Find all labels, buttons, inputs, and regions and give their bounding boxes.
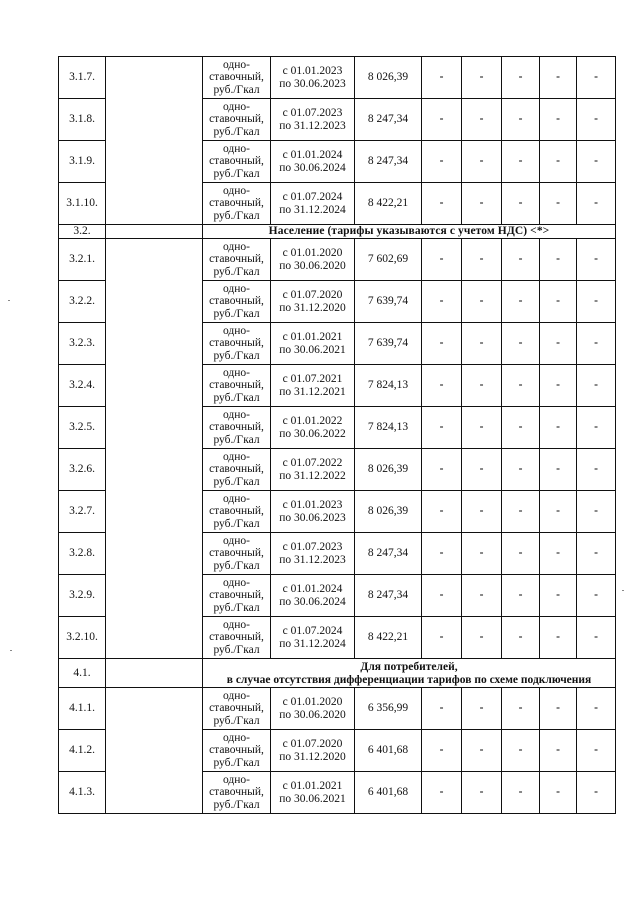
unit-line: одно- bbox=[222, 450, 250, 463]
empty-value-cell: - bbox=[502, 491, 540, 533]
section-number: 4.1. bbox=[59, 659, 106, 688]
empty-value-cell: - bbox=[422, 575, 462, 617]
tariff-unit bbox=[203, 575, 271, 617]
period-from: с 01.01.2021 bbox=[282, 780, 343, 792]
tariff-period bbox=[271, 281, 355, 323]
empty-value-cell: - bbox=[540, 183, 577, 225]
period-from: с 01.01.2021 bbox=[282, 331, 343, 343]
scan-speck bbox=[622, 590, 624, 591]
table-row bbox=[59, 688, 616, 730]
unit-line: одно- bbox=[222, 492, 250, 505]
row-number: 4.1.3. bbox=[59, 772, 106, 814]
row-number: 3.2.3. bbox=[59, 323, 106, 365]
tariff-period bbox=[271, 772, 355, 814]
empty-value-cell: - bbox=[462, 99, 502, 141]
tariff-unit bbox=[203, 533, 271, 575]
empty-value-cell: - bbox=[540, 281, 577, 323]
unit-line: ставочный, bbox=[209, 744, 264, 757]
tariff-unit bbox=[203, 772, 271, 814]
empty-value-cell: - bbox=[462, 141, 502, 183]
empty-value-cell: - bbox=[577, 407, 616, 449]
unit-line: ставочный, bbox=[209, 113, 264, 126]
row-number: 3.2.7. bbox=[59, 491, 106, 533]
unit-line: руб./Гкал bbox=[213, 349, 260, 362]
tariff-unit bbox=[203, 688, 271, 730]
empty-value-cell: - bbox=[462, 365, 502, 407]
tariff-unit bbox=[203, 730, 271, 772]
unit-line: ставочный, bbox=[209, 786, 264, 799]
table-row bbox=[59, 239, 616, 281]
tariff-price: 8 026,39 bbox=[355, 57, 422, 99]
empty-value-cell: - bbox=[462, 617, 502, 659]
empty-value-cell: - bbox=[422, 239, 462, 281]
unit-line: руб./Гкал bbox=[213, 756, 260, 769]
period-from: с 01.01.2020 bbox=[282, 696, 343, 708]
period-to: по 31.12.2021 bbox=[279, 385, 346, 398]
unit-line: ставочный, bbox=[209, 155, 264, 168]
unit-line: одно- bbox=[222, 58, 250, 71]
empty-value-cell: - bbox=[422, 281, 462, 323]
empty-value-cell: - bbox=[422, 57, 462, 99]
tariff-price: 8 247,34 bbox=[355, 575, 422, 617]
period-from: с 01.07.2022 bbox=[282, 457, 343, 469]
unit-line: одно- bbox=[222, 408, 250, 421]
tariff-unit bbox=[203, 281, 271, 323]
tariff-price: 7 824,13 bbox=[355, 365, 422, 407]
table-row bbox=[59, 57, 616, 99]
empty-value-cell: - bbox=[502, 575, 540, 617]
period-to: по 30.06.2020 bbox=[279, 708, 346, 721]
empty-value-cell: - bbox=[540, 407, 577, 449]
period-to: по 31.12.2023 bbox=[279, 553, 346, 566]
row-number: 4.1.1. bbox=[59, 688, 106, 730]
section-row bbox=[59, 225, 616, 239]
empty-value-cell: - bbox=[462, 57, 502, 99]
period-to: по 31.12.2022 bbox=[279, 469, 346, 482]
empty-value-cell: - bbox=[577, 688, 616, 730]
row-number: 3.2.5. bbox=[59, 407, 106, 449]
empty-value-cell: - bbox=[422, 533, 462, 575]
empty-value-cell: - bbox=[502, 772, 540, 814]
period-from: с 01.01.2024 bbox=[282, 583, 343, 595]
unit-line: ставочный, bbox=[209, 547, 264, 560]
empty-value-cell: - bbox=[422, 730, 462, 772]
unit-line: ставочный, bbox=[209, 337, 264, 350]
empty-value-cell: - bbox=[577, 575, 616, 617]
row-number: 3.2.9. bbox=[59, 575, 106, 617]
tariff-price: 7 639,74 bbox=[355, 281, 422, 323]
scan-speck bbox=[8, 300, 10, 301]
tariff-unit bbox=[203, 407, 271, 449]
group-cell bbox=[106, 57, 203, 225]
empty-value-cell: - bbox=[540, 575, 577, 617]
period-from: с 01.07.2020 bbox=[282, 738, 343, 750]
period-from: с 01.07.2021 bbox=[282, 373, 343, 385]
tariff-period bbox=[271, 688, 355, 730]
scan-speck bbox=[10, 650, 12, 651]
empty-value-cell: - bbox=[540, 141, 577, 183]
unit-line: одно- bbox=[222, 731, 250, 744]
period-from: с 01.07.2024 bbox=[282, 191, 343, 203]
unit-line: руб./Гкал bbox=[213, 714, 260, 727]
empty-value-cell: - bbox=[502, 141, 540, 183]
unit-line: руб./Гкал bbox=[213, 559, 260, 572]
tariff-period bbox=[271, 407, 355, 449]
group-cell bbox=[106, 239, 203, 659]
section-title-line: Население (тарифы указываются с учетом НДС) <*> bbox=[268, 225, 550, 238]
unit-line: одно- bbox=[222, 184, 250, 197]
tariff-price: 7 602,69 bbox=[355, 239, 422, 281]
unit-line: одно- bbox=[222, 366, 250, 379]
period-to: по 31.12.2023 bbox=[279, 119, 346, 132]
section-title-line: в случае отсутствия дифференциации тарифов по схеме подключения bbox=[226, 674, 592, 686]
empty-value-cell: - bbox=[577, 533, 616, 575]
unit-line: руб./Гкал bbox=[213, 517, 260, 530]
empty-value-cell: - bbox=[462, 575, 502, 617]
tariff-unit bbox=[203, 365, 271, 407]
tariff-price: 8 247,34 bbox=[355, 533, 422, 575]
tariff-price: 6 401,68 bbox=[355, 772, 422, 814]
period-to: по 30.06.2024 bbox=[279, 595, 346, 608]
unit-line: одно- bbox=[222, 142, 250, 155]
tariff-unit bbox=[203, 323, 271, 365]
period-from: с 01.07.2020 bbox=[282, 289, 343, 301]
empty-value-cell: - bbox=[502, 281, 540, 323]
empty-value-cell: - bbox=[422, 617, 462, 659]
empty-value-cell: - bbox=[577, 730, 616, 772]
empty-value-cell: - bbox=[577, 365, 616, 407]
tariff-unit bbox=[203, 239, 271, 281]
empty-value-cell: - bbox=[577, 239, 616, 281]
empty-value-cell: - bbox=[462, 730, 502, 772]
empty-value-cell: - bbox=[502, 407, 540, 449]
empty-value-cell: - bbox=[502, 365, 540, 407]
unit-line: одно- bbox=[222, 324, 250, 337]
row-number: 3.1.10. bbox=[59, 183, 106, 225]
unit-line: руб./Гкал bbox=[213, 798, 260, 811]
period-from: с 01.01.2024 bbox=[282, 149, 343, 161]
empty-value-cell: - bbox=[540, 772, 577, 814]
tariff-price: 6 401,68 bbox=[355, 730, 422, 772]
row-number: 3.2.6. bbox=[59, 449, 106, 491]
period-to: по 31.12.2024 bbox=[279, 637, 346, 650]
unit-line: руб./Гкал bbox=[213, 167, 260, 180]
empty-value-cell: - bbox=[540, 491, 577, 533]
unit-line: руб./Гкал bbox=[213, 209, 260, 222]
empty-value-cell: - bbox=[422, 99, 462, 141]
tariff-period bbox=[271, 239, 355, 281]
row-number: 3.2.10. bbox=[59, 617, 106, 659]
row-number: 3.2.4. bbox=[59, 365, 106, 407]
empty-value-cell: - bbox=[577, 449, 616, 491]
unit-line: ставочный, bbox=[209, 295, 264, 308]
tariff-price: 8 422,21 bbox=[355, 617, 422, 659]
empty-value-cell: - bbox=[462, 239, 502, 281]
section-title bbox=[203, 225, 616, 239]
empty-value-cell: - bbox=[502, 323, 540, 365]
empty-value-cell: - bbox=[422, 772, 462, 814]
empty-value-cell: - bbox=[462, 323, 502, 365]
empty-value-cell: - bbox=[540, 365, 577, 407]
section-title bbox=[203, 659, 616, 688]
empty-value-cell: - bbox=[540, 730, 577, 772]
empty-value-cell: - bbox=[462, 533, 502, 575]
unit-line: ставочный, bbox=[209, 253, 264, 266]
row-number: 3.2.8. bbox=[59, 533, 106, 575]
row-number: 4.1.2. bbox=[59, 730, 106, 772]
period-from: с 01.01.2020 bbox=[282, 247, 343, 259]
tariff-price: 7 639,74 bbox=[355, 323, 422, 365]
period-to: по 30.06.2024 bbox=[279, 161, 346, 174]
empty-value-cell: - bbox=[462, 772, 502, 814]
period-from: с 01.07.2024 bbox=[282, 625, 343, 637]
unit-line: ставочный, bbox=[209, 702, 264, 715]
empty-value-cell: - bbox=[462, 281, 502, 323]
tariff-unit bbox=[203, 99, 271, 141]
empty-value-cell: - bbox=[540, 533, 577, 575]
empty-value-cell: - bbox=[577, 57, 616, 99]
empty-value-cell: - bbox=[540, 57, 577, 99]
empty-value-cell: - bbox=[577, 281, 616, 323]
group-cell bbox=[106, 225, 203, 239]
unit-line: ставочный, bbox=[209, 379, 264, 392]
unit-line: руб./Гкал bbox=[213, 83, 260, 96]
empty-value-cell: - bbox=[540, 688, 577, 730]
tariff-unit bbox=[203, 491, 271, 533]
unit-line: одно- bbox=[222, 282, 250, 295]
unit-line: руб./Гкал bbox=[213, 475, 260, 488]
group-cell bbox=[106, 688, 203, 814]
unit-line: руб./Гкал bbox=[213, 601, 260, 614]
tariff-price: 6 356,99 bbox=[355, 688, 422, 730]
unit-line: руб./Гкал bbox=[213, 265, 260, 278]
tariff-period bbox=[271, 491, 355, 533]
empty-value-cell: - bbox=[540, 323, 577, 365]
empty-value-cell: - bbox=[502, 183, 540, 225]
tariff-period bbox=[271, 323, 355, 365]
period-from: с 01.07.2023 bbox=[282, 541, 343, 553]
period-to: по 31.12.2020 bbox=[279, 750, 346, 763]
tariff-price: 7 824,13 bbox=[355, 407, 422, 449]
tariff-price: 8 247,34 bbox=[355, 99, 422, 141]
tariff-unit bbox=[203, 183, 271, 225]
period-to: по 30.06.2021 bbox=[279, 792, 346, 805]
tariff-price: 8 026,39 bbox=[355, 449, 422, 491]
empty-value-cell: - bbox=[502, 688, 540, 730]
tariff-unit bbox=[203, 617, 271, 659]
period-to: по 30.06.2023 bbox=[279, 77, 346, 90]
empty-value-cell: - bbox=[577, 323, 616, 365]
empty-value-cell: - bbox=[422, 688, 462, 730]
period-to: по 30.06.2021 bbox=[279, 343, 346, 356]
empty-value-cell: - bbox=[502, 730, 540, 772]
empty-value-cell: - bbox=[577, 99, 616, 141]
empty-value-cell: - bbox=[422, 183, 462, 225]
empty-value-cell: - bbox=[462, 449, 502, 491]
tariff-period bbox=[271, 730, 355, 772]
period-to: по 30.06.2022 bbox=[279, 427, 346, 440]
empty-value-cell: - bbox=[577, 617, 616, 659]
tariff-table bbox=[58, 56, 616, 814]
tariff-period bbox=[271, 575, 355, 617]
period-from: с 01.01.2023 bbox=[282, 65, 343, 77]
section-row bbox=[59, 659, 616, 688]
row-number: 3.1.7. bbox=[59, 57, 106, 99]
empty-value-cell: - bbox=[540, 449, 577, 491]
empty-value-cell: - bbox=[422, 365, 462, 407]
unit-line: одно- bbox=[222, 773, 250, 786]
period-from: с 01.01.2023 bbox=[282, 499, 343, 511]
tariff-period bbox=[271, 99, 355, 141]
unit-line: одно- bbox=[222, 689, 250, 702]
unit-line: руб./Гкал bbox=[213, 307, 260, 320]
unit-line: одно- bbox=[222, 618, 250, 631]
empty-value-cell: - bbox=[502, 239, 540, 281]
period-to: по 30.06.2023 bbox=[279, 511, 346, 524]
unit-line: руб./Гкал bbox=[213, 391, 260, 404]
tariff-price: 8 422,21 bbox=[355, 183, 422, 225]
empty-value-cell: - bbox=[577, 491, 616, 533]
empty-value-cell: - bbox=[577, 772, 616, 814]
unit-line: ставочный, bbox=[209, 463, 264, 476]
row-number: 3.1.8. bbox=[59, 99, 106, 141]
empty-value-cell: - bbox=[540, 239, 577, 281]
tariff-price: 8 026,39 bbox=[355, 491, 422, 533]
unit-line: одно- bbox=[222, 534, 250, 547]
row-number: 3.2.2. bbox=[59, 281, 106, 323]
empty-value-cell: - bbox=[462, 491, 502, 533]
unit-line: ставочный, bbox=[209, 197, 264, 210]
empty-value-cell: - bbox=[422, 323, 462, 365]
unit-line: ставочный, bbox=[209, 71, 264, 84]
row-number: 3.1.9. bbox=[59, 141, 106, 183]
period-from: с 01.07.2023 bbox=[282, 107, 343, 119]
empty-value-cell: - bbox=[502, 449, 540, 491]
empty-value-cell: - bbox=[462, 183, 502, 225]
empty-value-cell: - bbox=[577, 141, 616, 183]
row-number: 3.2.1. bbox=[59, 239, 106, 281]
empty-value-cell: - bbox=[422, 491, 462, 533]
unit-line: ставочный, bbox=[209, 631, 264, 644]
empty-value-cell: - bbox=[502, 99, 540, 141]
section-number: 3.2. bbox=[59, 225, 106, 239]
tariff-period bbox=[271, 183, 355, 225]
empty-value-cell: - bbox=[502, 57, 540, 99]
unit-line: ставочный, bbox=[209, 421, 264, 434]
empty-value-cell: - bbox=[422, 141, 462, 183]
tariff-price: 8 247,34 bbox=[355, 141, 422, 183]
empty-value-cell: - bbox=[422, 449, 462, 491]
unit-line: руб./Гкал bbox=[213, 125, 260, 138]
period-to: по 31.12.2020 bbox=[279, 301, 346, 314]
unit-line: ставочный, bbox=[209, 589, 264, 602]
tariff-period bbox=[271, 533, 355, 575]
tariff-period bbox=[271, 449, 355, 491]
unit-line: руб./Гкал bbox=[213, 643, 260, 656]
tariff-unit bbox=[203, 141, 271, 183]
group-cell bbox=[106, 659, 203, 688]
tariff-period bbox=[271, 365, 355, 407]
empty-value-cell: - bbox=[540, 99, 577, 141]
unit-line: одно- bbox=[222, 240, 250, 253]
empty-value-cell: - bbox=[462, 688, 502, 730]
period-to: по 31.12.2024 bbox=[279, 203, 346, 216]
unit-line: ставочный, bbox=[209, 505, 264, 518]
unit-line: одно- bbox=[222, 100, 250, 113]
period-to: по 30.06.2020 bbox=[279, 259, 346, 272]
unit-line: руб./Гкал bbox=[213, 433, 260, 446]
empty-value-cell: - bbox=[502, 533, 540, 575]
tariff-period bbox=[271, 617, 355, 659]
empty-value-cell: - bbox=[502, 617, 540, 659]
tariff-unit bbox=[203, 57, 271, 99]
empty-value-cell: - bbox=[462, 407, 502, 449]
empty-value-cell: - bbox=[577, 183, 616, 225]
section-title-line: Для потребителей, bbox=[360, 661, 458, 673]
empty-value-cell: - bbox=[540, 617, 577, 659]
period-from: с 01.01.2022 bbox=[282, 415, 343, 427]
tariff-period bbox=[271, 141, 355, 183]
unit-line: одно- bbox=[222, 576, 250, 589]
tariff-period bbox=[271, 57, 355, 99]
empty-value-cell: - bbox=[422, 407, 462, 449]
tariff-unit bbox=[203, 449, 271, 491]
